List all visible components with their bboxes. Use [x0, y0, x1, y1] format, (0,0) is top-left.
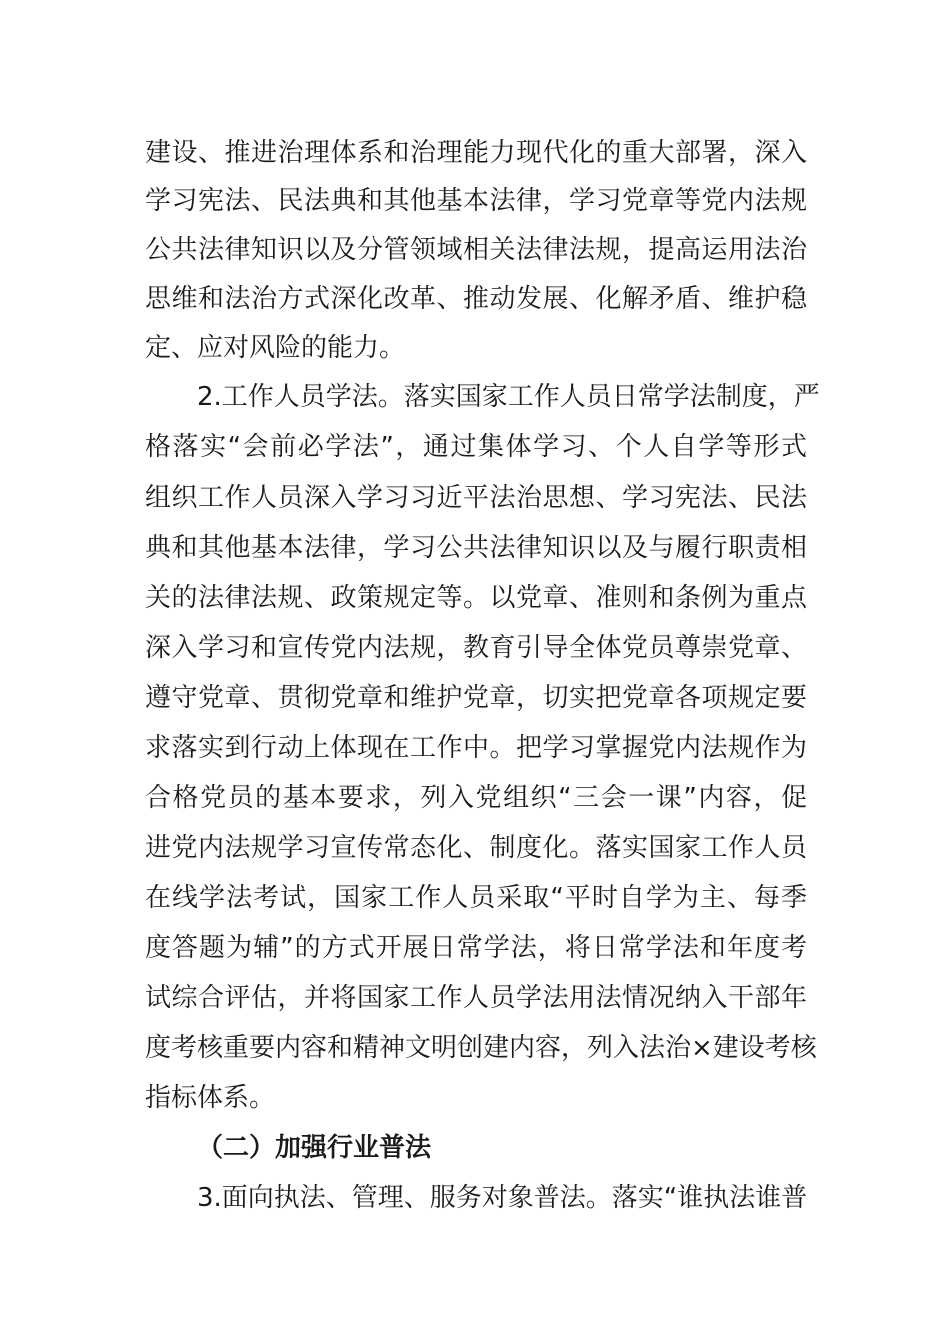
paragraph-line: 深入学习和宣传党内法规，教育引导全体党员尊崇党章、 [145, 633, 807, 663]
paragraph-line: 3.面向执法、管理、服务对象普法。落实“谁执法谁普 [197, 1183, 808, 1213]
paragraph-line: 在线学法考试，国家工作人员采取“平时自学为主、每季 [145, 883, 807, 913]
paragraph-line: 典和其他基本法律，学习公共法律知识以及与履行职责相 [145, 533, 807, 563]
paragraph-line: 指标体系。 [145, 1083, 276, 1113]
paragraph-line: 思维和法治方式深化改革、推动发展、化解矛盾、维护稳 [145, 284, 807, 314]
paragraph-line: 组织工作人员深入学习习近平法治思想、学习宪法、民法 [145, 483, 807, 513]
paragraph-line: 学习宪法、民法典和其他基本法律，学习党章等党内法规 [145, 186, 807, 216]
paragraph-line: 关的法律法规、政策规定等。以党章、准则和条例为重点 [145, 583, 807, 613]
paragraph-line: 遵守党章、贯彻党章和维护党章，切实把党章各项规定要 [145, 683, 807, 713]
paragraph-line: 试综合评估，并将国家工作人员学法用法情况纳入干部年 [145, 983, 807, 1013]
paragraph-line: 2.工作人员学法。落实国家工作人员日常学法制度，严 [197, 382, 820, 412]
section-heading: （二）加强行业普法 [197, 1133, 432, 1163]
paragraph-line: 求落实到行动上体现在工作中。把学习掌握党内法规作为 [145, 733, 807, 763]
paragraph-line: 格落实“会前必学法”，通过集体学习、个人自学等形式 [145, 432, 807, 462]
paragraph-line: 度答题为辅”的方式开展日常学法，将日常学法和年度考 [145, 933, 807, 963]
paragraph-line: 定、应对风险的能力。 [145, 333, 406, 363]
paragraph-line: 进党内法规学习宣传常态化、制度化。落实国家工作人员 [145, 833, 807, 863]
paragraph-line: 度考核重要内容和精神文明创建内容，列入法治×建设考核 [145, 1033, 817, 1063]
paragraph-line: 公共法律知识以及分管领域相关法律法规，提高运用法治 [145, 235, 807, 265]
paragraph-line: 合格党员的基本要求，列入党组织“三会一课”内容，促 [145, 783, 807, 813]
paragraph-line: 建设、推进治理体系和治理能力现代化的重大部署，深入 [145, 138, 807, 168]
